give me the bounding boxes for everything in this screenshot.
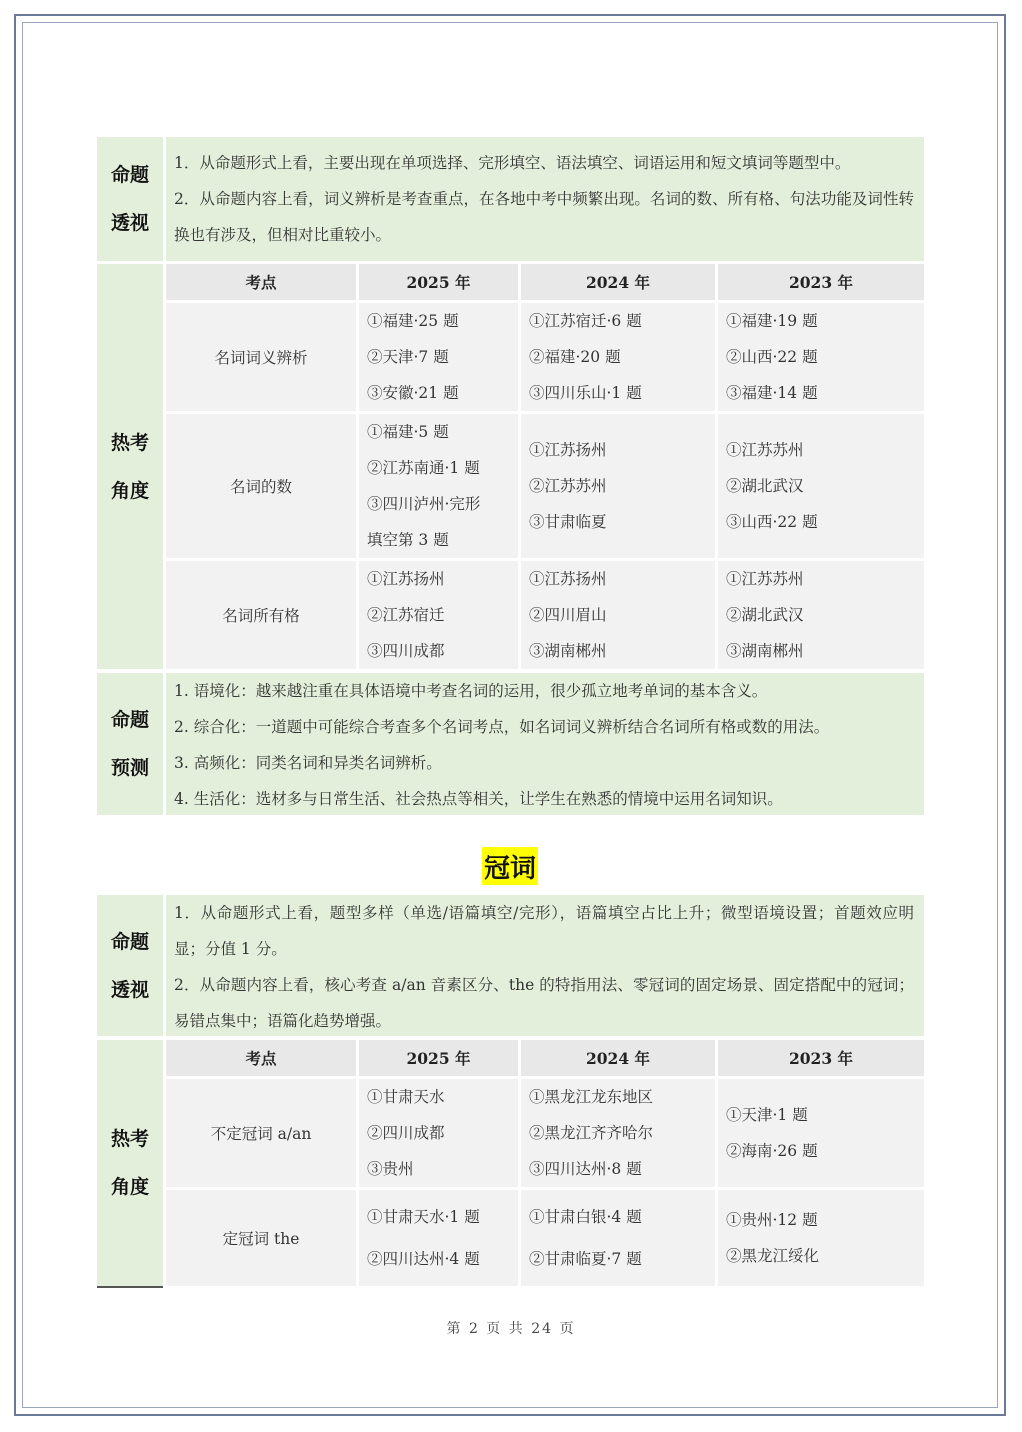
list-item: ③四川乐山·1 题	[529, 384, 642, 402]
table-header-2024: 2024 年	[521, 264, 715, 300]
list-item: ②山西·22 题	[726, 348, 818, 366]
list-item: ③甘肃临夏	[529, 513, 607, 531]
list-item: ②四川眉山	[529, 606, 607, 624]
paragraph: 2. 综合化：一道题中可能综合考查多个名词考点，如名词词义辨析结合名词所有格或数的用法。	[174, 718, 830, 736]
side-label-line: 命题	[110, 709, 149, 731]
list-item: ①甘肃白银·4 题	[529, 1208, 642, 1226]
list-item: ②甘肃临夏·7 题	[529, 1250, 642, 1268]
table-cell-topic: 定冠词 the	[166, 1190, 356, 1286]
paragraph: 1．从命题形式上看，主要出现在单项选择、完形填空、语法填空、词语运用和短文填词等题型中。	[174, 154, 851, 172]
page-number: 第 2 页 共 24 页	[446, 1321, 576, 1337]
table-cell-topic: 不定冠词 a/an	[166, 1079, 356, 1187]
list-item: ③四川达州·8 题	[529, 1160, 642, 1178]
list-item: ①天津·1 题	[726, 1106, 808, 1124]
side-label-line: 热考	[110, 1128, 149, 1150]
list-item: ②黑龙江绥化	[726, 1247, 820, 1265]
table-cell-2025	[359, 303, 518, 411]
side-label-redu-jiaodu	[97, 1040, 163, 1286]
list-item: ①江苏扬州	[367, 570, 445, 588]
table-header-2023: 2023 年	[718, 1040, 924, 1076]
table-cell-2024	[521, 1079, 715, 1187]
list-item: ①福建·5 题	[367, 423, 449, 441]
list-item: ②天津·7 题	[367, 348, 449, 366]
table-cell-2024	[521, 561, 715, 669]
table-cell-2025	[359, 561, 518, 669]
side-label-line: 命题	[110, 930, 149, 953]
table-cell-2025	[359, 1079, 518, 1187]
list-item: ③安徽·21 题	[367, 384, 459, 402]
table-cell-2023	[718, 303, 924, 411]
table-cell-2024	[521, 1190, 715, 1286]
side-label-line: 角度	[110, 479, 149, 502]
paragraph: 2．从命题内容上看，词义辨析是考查重点，在各地中考中频繁出现。名词的数、所有格、句法功能及词性转换也有涉及，但相对比重较小。	[174, 190, 914, 244]
side-label-line: 角度	[110, 1176, 149, 1198]
paragraph: 1. 语境化：越来越注重在具体语境中考查名词的运用，很少孤立地考单词的基本含义。	[174, 682, 768, 700]
list-item: ①甘肃天水	[367, 1088, 445, 1106]
list-item: ③贵州	[367, 1160, 414, 1178]
table-cell-2023	[718, 1079, 924, 1187]
list-item: ①贵州·12 题	[726, 1211, 818, 1229]
list-item: ③四川泸州·完形	[367, 495, 481, 513]
table-header-topic: 考点	[166, 1040, 356, 1076]
list-item: ①福建·19 题	[726, 312, 818, 330]
list-item: ①江苏苏州	[726, 441, 804, 459]
table-cell-topic: 名词词义辨析	[166, 303, 356, 411]
mingti-toushi-content	[166, 137, 924, 261]
section-title: 冠词	[482, 847, 538, 885]
side-label-line: 透视	[110, 212, 149, 234]
list-item: ②海南·26 题	[726, 1142, 818, 1160]
side-label-mingti-toushi	[97, 137, 163, 261]
table-header-2024: 2024 年	[521, 1040, 715, 1076]
table-cell-2024	[521, 303, 715, 411]
list-item: 填空第 3 题	[367, 531, 449, 549]
list-item: ②湖北武汉	[726, 477, 804, 495]
mingti-yuce-content	[166, 673, 924, 815]
table-cell-2023	[718, 414, 924, 558]
list-item: ②四川成都	[367, 1124, 445, 1142]
side-label-mingti-yuce	[97, 673, 163, 815]
side-label-line: 透视	[110, 978, 149, 1001]
table-cell-2025	[359, 1190, 518, 1286]
list-item: ②福建·20 题	[529, 348, 621, 366]
list-item: ③湖南郴州	[726, 642, 804, 660]
side-label-mingti-toushi	[97, 895, 163, 1036]
list-item: ①江苏宿迁·6 题	[529, 312, 642, 330]
list-item: ①福建·25 题	[367, 312, 459, 330]
list-item: ②黑龙江齐齐哈尔	[529, 1124, 654, 1142]
table-bottom-rule	[97, 1286, 163, 1288]
side-label-redu-jiaodu	[97, 264, 163, 669]
table-cell-2025	[359, 414, 518, 558]
mingti-toushi-content	[166, 895, 924, 1036]
list-item: ①江苏扬州	[529, 570, 607, 588]
paragraph: 1．从命题形式上看，题型多样（单选/语篇填空/完形），语篇填空占比上升；微型语境设置；首题效应明显；分值 1 分。	[174, 904, 914, 958]
list-item: ①甘肃天水·1 题	[367, 1208, 480, 1226]
list-item: ②江苏南通·1 题	[367, 459, 480, 477]
side-label-line: 命题	[110, 164, 149, 186]
table-header-topic: 考点	[166, 264, 356, 300]
list-item: ③四川成都	[367, 642, 445, 660]
list-item: ①江苏扬州	[529, 441, 607, 459]
side-label-line: 预测	[110, 757, 149, 779]
list-item: ①黑龙江龙东地区	[529, 1088, 654, 1106]
table-header-2025: 2025 年	[359, 264, 518, 300]
list-item: ②四川达州·4 题	[367, 1250, 480, 1268]
table-cell-2024	[521, 414, 715, 558]
list-item: ②湖北武汉	[726, 606, 804, 624]
list-item: ③福建·14 题	[726, 384, 818, 402]
paragraph: 4. 生活化：选材多与日常生活、社会热点等相关，让学生在熟悉的情境中运用名词知识。	[174, 790, 783, 808]
table-cell-topic: 名词所有格	[166, 561, 356, 669]
paragraph: 3. 高频化：同类名词和异类名词辨析。	[174, 754, 442, 772]
side-label-line: 热考	[110, 431, 149, 454]
paragraph: 2．从命题内容上看，核心考查 a/an 音素区分、the 的特指用法、零冠词的固定场景、固定搭配中的冠词；易错点集中；语篇化趋势增强。	[174, 976, 914, 1030]
list-item: ②江苏宿迁	[367, 606, 445, 624]
list-item: ②江苏苏州	[529, 477, 607, 495]
table-header-2025: 2025 年	[359, 1040, 518, 1076]
table-header-2023: 2023 年	[718, 264, 924, 300]
table-cell-2023	[718, 1190, 924, 1286]
list-item: ③湖南郴州	[529, 642, 607, 660]
table-cell-2023	[718, 561, 924, 669]
list-item: ③山西·22 题	[726, 513, 818, 531]
list-item: ①江苏苏州	[726, 570, 804, 588]
table-cell-topic: 名词的数	[166, 414, 356, 558]
